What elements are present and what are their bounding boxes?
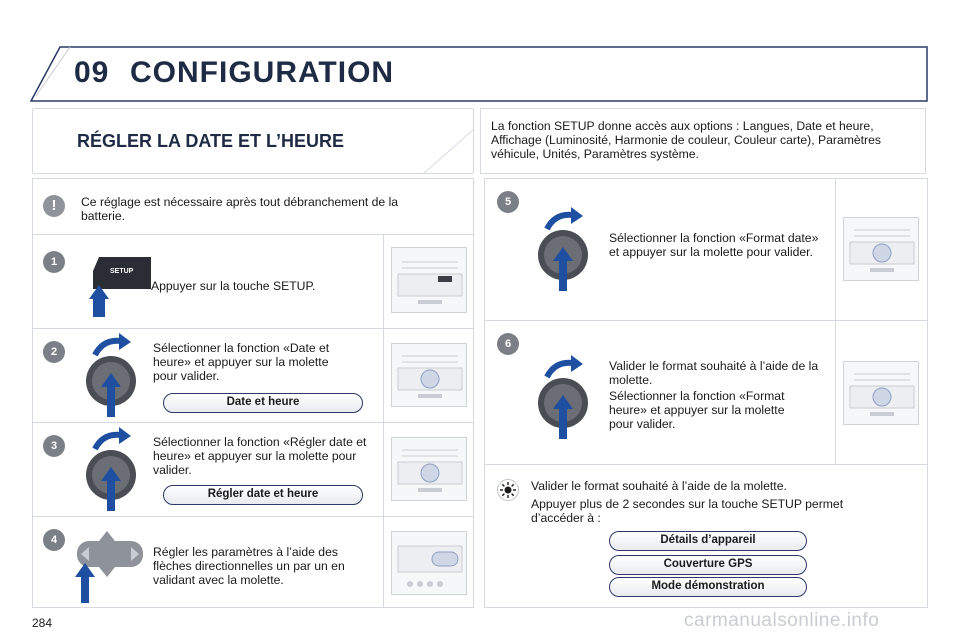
left-steps-panel [32, 178, 474, 608]
step-5-text: Sélectionner la fonction «Format date» et appuyer sur la molette pour valider. [609, 231, 819, 259]
warning-row [33, 179, 473, 235]
radio-knob-thumbnail [391, 343, 467, 407]
step-6-row [485, 321, 927, 465]
radio-arrows-panel-icon [392, 532, 468, 596]
step-2-text: Sélectionner la fonction «Date et heure» et appuyer sur la molette pour valider. [153, 341, 330, 383]
setup-key-label: SETUP [110, 268, 134, 275]
regler-date-et-heure-button[interactable]: Régler date et heure [163, 485, 363, 505]
setup-key-icon [79, 251, 159, 321]
radio-knob-thumbnail [843, 217, 919, 281]
step-3-badge: 3 [43, 435, 65, 457]
step-5-row [485, 179, 927, 321]
chapter-title: CONFIGURATION [130, 56, 395, 89]
step-3-text: Sélectionner la fonction «Régler date et heure» et appuyer sur la molette pour valider. [153, 435, 367, 477]
chapter-header [30, 46, 928, 102]
step-3-row [33, 423, 473, 517]
right-steps-panel [484, 178, 928, 608]
step-1-row [33, 235, 473, 329]
tip-row [485, 465, 927, 609]
rotary-knob-icon [81, 333, 151, 419]
page-number: 284 [32, 616, 53, 630]
rotary-knob-icon [533, 355, 603, 441]
section-title: RÉGLER LA DATE ET L’HEURE [77, 131, 345, 151]
intro-text: La fonction SETUP donne accès aux options : Langues, Date et heure, Affichage (Luminosité, Harmonie de couleur, Couleur carte), Paramètres véhicule, Unités, Paramètres système. [480, 108, 926, 174]
step-4-text: Régler les paramètres à l’aide des flèches directionnelles un par un en validant avec la molette. [153, 545, 345, 587]
radio-panel-icon [392, 248, 468, 314]
watermark: carmanualsonline.info [684, 610, 880, 631]
radio-knob-panel-icon [392, 438, 468, 502]
tip-text-1: Valider le format souhaité à l’aide de la molette. [531, 479, 787, 493]
step-6-text-1: Valider le format souhaité à l’aide de la molette. [609, 359, 819, 387]
date-et-heure-button[interactable]: Date et heure [163, 393, 363, 413]
step-1-text: Appuyer sur la touche SETUP. [151, 279, 316, 293]
rotary-knob-icon [533, 207, 603, 293]
step-6-badge: 6 [497, 333, 519, 355]
radio-knob-panel-icon [844, 218, 920, 282]
step-2-badge: 2 [43, 341, 65, 363]
directional-arrows-icon [71, 525, 151, 605]
details-appareil-button[interactable]: Détails d’appareil [609, 531, 807, 551]
sun-tip-icon [497, 479, 519, 501]
section-title-panel [32, 108, 474, 174]
radio-knob-panel-icon [392, 344, 468, 408]
warning-text: Ce réglage est nécessaire après tout débranchement de la batterie. [81, 195, 399, 223]
step-4-badge: 4 [43, 529, 65, 551]
rotary-knob-icon [81, 427, 151, 513]
mode-demonstration-button[interactable]: Mode démonstration [609, 577, 807, 597]
radio-knob-thumbnail [391, 437, 467, 501]
warning-icon: ! [43, 195, 65, 217]
step-4-row [33, 517, 473, 609]
radio-knob-panel-icon [844, 362, 920, 426]
radio-arrows-thumbnail [391, 531, 467, 595]
step-1-badge: 1 [43, 251, 65, 273]
radio-knob-thumbnail [843, 361, 919, 425]
step-6-text-2: Sélectionner la fonction «Format heure» et appuyer sur la molette pour valider. [609, 389, 785, 431]
step-2-row [33, 329, 473, 423]
sun-icon [498, 480, 518, 500]
step-5-badge: 5 [497, 191, 519, 213]
couverture-gps-button[interactable]: Couverture GPS [609, 555, 807, 575]
tip-text-2: Appuyer plus de 2 secondes sur la touche SETUP permet d’accéder à : [531, 497, 844, 525]
chapter-number: 09 [74, 56, 110, 89]
radio-panel-thumbnail [391, 247, 467, 313]
